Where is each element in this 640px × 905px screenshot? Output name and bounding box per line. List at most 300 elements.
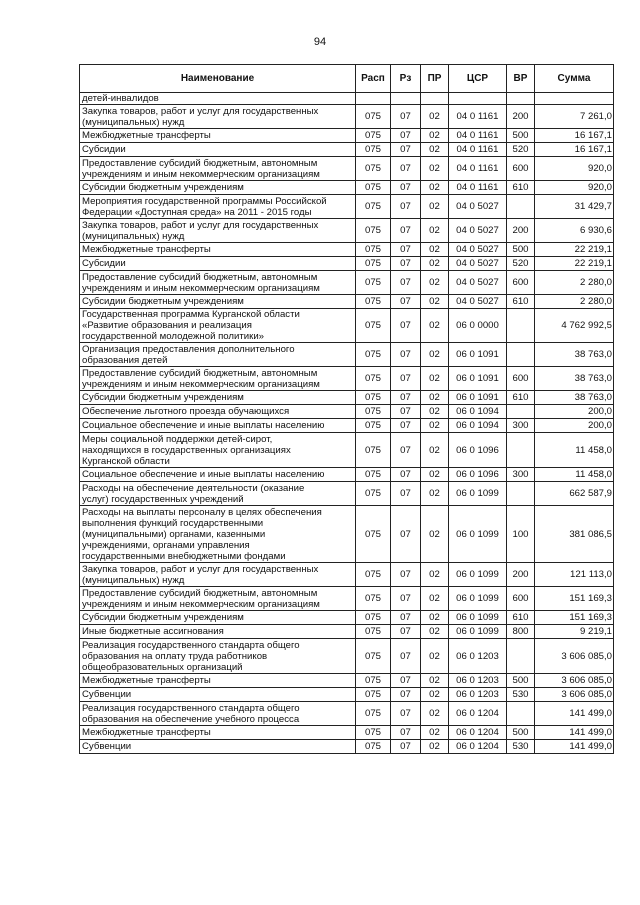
table-row <box>80 243 614 257</box>
cell-rasp: 075 <box>356 343 391 367</box>
cell-pr: 02 <box>421 468 449 482</box>
cell-vr: 500 <box>507 726 535 740</box>
row-name <box>80 506 356 563</box>
cell-pr: 02 <box>421 295 449 309</box>
table-row <box>80 257 614 271</box>
cell-csr: 04 0 1161 <box>449 157 507 181</box>
row-name-line: Закупка товаров, работ и услуг для государственных <box>82 105 319 117</box>
row-name-line: Реализация государственного стандарта общего <box>82 702 300 714</box>
table-row <box>80 105 614 129</box>
cell-pr: 02 <box>421 563 449 587</box>
cell-rz: 07 <box>391 243 421 257</box>
row-name-line: Межбюджетные трансферты <box>82 244 211 255</box>
cell-pr: 02 <box>421 157 449 181</box>
cell-csr: 06 0 1091 <box>449 391 507 405</box>
row-name-line: выполнения функций государственными <box>82 517 264 529</box>
cell-rz: 07 <box>391 195 421 219</box>
row-name <box>80 257 356 271</box>
cell-sum: 11 458,0 <box>535 468 614 482</box>
cell-csr: 06 0 1203 <box>449 674 507 688</box>
cell-rasp: 075 <box>356 625 391 639</box>
row-name <box>80 367 356 391</box>
cell-rz <box>391 93 421 105</box>
table-row <box>80 674 614 688</box>
cell-vr: 200 <box>507 563 535 587</box>
cell-rz: 07 <box>391 405 421 419</box>
cell-pr: 02 <box>421 419 449 433</box>
page-number: 94 <box>313 36 327 48</box>
cell-rz: 07 <box>391 587 421 611</box>
cell-rz: 07 <box>391 688 421 702</box>
header-pr: ПР <box>421 65 449 93</box>
row-name <box>80 674 356 688</box>
row-name <box>80 468 356 482</box>
cell-vr: 200 <box>507 105 535 129</box>
cell-vr: 610 <box>507 295 535 309</box>
cell-pr: 02 <box>421 482 449 506</box>
row-name-line: Предоставление субсидий бюджетным, автономным <box>82 271 318 283</box>
row-name <box>80 271 356 295</box>
row-name-line: учреждениям и иным некоммерческим организациям <box>82 598 320 610</box>
row-name-line: общеобразовательных организаций <box>82 661 243 673</box>
header-rz: Рз <box>391 65 421 93</box>
cell-sum: 7 261,0 <box>535 105 614 129</box>
row-name-line: детей-инвалидов <box>82 93 159 104</box>
cell-csr: 04 0 5027 <box>449 195 507 219</box>
cell-vr: 500 <box>507 129 535 143</box>
cell-pr: 02 <box>421 105 449 129</box>
row-name-line: Межбюджетные трансферты <box>82 130 211 141</box>
cell-csr: 06 0 1204 <box>449 740 507 754</box>
cell-sum: 662 587,9 <box>535 482 614 506</box>
cell-csr: 04 0 1161 <box>449 105 507 129</box>
cell-sum: 16 167,1 <box>535 143 614 157</box>
cell-rasp: 075 <box>356 405 391 419</box>
row-name <box>80 625 356 639</box>
cell-rasp: 075 <box>356 391 391 405</box>
cell-sum <box>535 93 614 105</box>
cell-csr: 06 0 1094 <box>449 419 507 433</box>
row-name-line: Предоставление субсидий бюджетным, автономным <box>82 587 318 599</box>
cell-sum: 3 606 085,0 <box>535 674 614 688</box>
table-row <box>80 219 614 243</box>
row-name <box>80 295 356 309</box>
cell-rasp: 075 <box>356 587 391 611</box>
table-row <box>80 611 614 625</box>
cell-vr: 520 <box>507 143 535 157</box>
row-name-line: (муниципальных) нужд <box>82 574 185 586</box>
row-name-line: учреждениями, органами управления <box>82 539 250 551</box>
cell-csr: 06 0 1204 <box>449 702 507 726</box>
cell-sum: 141 499,0 <box>535 726 614 740</box>
row-name-line: Расходы на обеспечение деятельности (оказание <box>82 482 305 494</box>
cell-csr: 06 0 1099 <box>449 563 507 587</box>
cell-vr: 530 <box>507 688 535 702</box>
cell-csr: 06 0 1203 <box>449 688 507 702</box>
cell-csr: 06 0 1099 <box>449 611 507 625</box>
row-name-line: услуг) государственных учреждений <box>82 493 244 505</box>
cell-vr <box>507 309 535 343</box>
row-name-line: (муниципальными) органами, казенными <box>82 528 266 540</box>
cell-pr <box>421 93 449 105</box>
cell-vr: 610 <box>507 391 535 405</box>
table-row <box>80 195 614 219</box>
table-row <box>80 639 614 674</box>
header-vr: ВР <box>507 65 535 93</box>
cell-pr: 02 <box>421 506 449 563</box>
row-name-line: Предоставление субсидий бюджетным, автономным <box>82 367 318 379</box>
cell-rz: 07 <box>391 726 421 740</box>
row-name <box>80 343 356 367</box>
table-row <box>80 702 614 726</box>
cell-pr: 02 <box>421 433 449 468</box>
table-row <box>80 506 614 563</box>
cell-sum: 4 762 992,5 <box>535 309 614 343</box>
row-name-line: государственными внебюджетными фондами <box>82 550 286 562</box>
cell-pr: 02 <box>421 611 449 625</box>
row-name-line: Субсидии бюджетным учреждениям <box>82 296 244 307</box>
row-name <box>80 433 356 468</box>
cell-vr: 530 <box>507 740 535 754</box>
header-row <box>80 65 614 93</box>
cell-vr <box>507 195 535 219</box>
cell-pr: 02 <box>421 271 449 295</box>
cell-pr: 02 <box>421 674 449 688</box>
cell-vr: 200 <box>507 219 535 243</box>
cell-rz: 07 <box>391 271 421 295</box>
cell-rasp: 075 <box>356 309 391 343</box>
cell-csr: 06 0 1099 <box>449 506 507 563</box>
cell-pr: 02 <box>421 639 449 674</box>
cell-csr: 04 0 5027 <box>449 295 507 309</box>
cell-rz: 07 <box>391 295 421 309</box>
cell-rasp: 075 <box>356 105 391 129</box>
cell-csr: 04 0 1161 <box>449 143 507 157</box>
cell-vr: 300 <box>507 468 535 482</box>
row-name-line: (муниципальных) нужд <box>82 230 185 242</box>
table-row <box>80 433 614 468</box>
row-name-line: образования детей <box>82 354 168 366</box>
cell-rasp: 075 <box>356 181 391 195</box>
cell-vr <box>507 93 535 105</box>
cell-vr: 500 <box>507 674 535 688</box>
row-name-line: Иные бюджетные ассигнования <box>82 626 224 637</box>
cell-sum: 151 169,3 <box>535 611 614 625</box>
cell-rasp: 075 <box>356 433 391 468</box>
cell-rasp: 075 <box>356 271 391 295</box>
cell-rasp: 075 <box>356 611 391 625</box>
header-csr: ЦСР <box>449 65 507 93</box>
table-row <box>80 419 614 433</box>
cell-pr: 02 <box>421 391 449 405</box>
cell-csr: 06 0 1096 <box>449 468 507 482</box>
cell-sum: 9 219,1 <box>535 625 614 639</box>
cell-rasp: 075 <box>356 674 391 688</box>
cell-rasp: 075 <box>356 482 391 506</box>
cell-rz: 07 <box>391 181 421 195</box>
cell-csr <box>449 93 507 105</box>
cell-vr <box>507 702 535 726</box>
cell-csr: 06 0 1094 <box>449 405 507 419</box>
cell-pr: 02 <box>421 243 449 257</box>
row-name-line: Закупка товаров, работ и услуг для государственных <box>82 219 319 231</box>
cell-csr: 06 0 1099 <box>449 482 507 506</box>
row-name-line: Субсидии бюджетным учреждениям <box>82 612 244 623</box>
row-name <box>80 157 356 181</box>
cell-vr: 600 <box>507 271 535 295</box>
table-body <box>80 93 614 754</box>
row-name-line: Организация предоставления дополнительного <box>82 343 295 355</box>
row-name-line: Субвенции <box>82 741 132 752</box>
cell-rasp: 075 <box>356 639 391 674</box>
cell-vr <box>507 482 535 506</box>
header-sum: Сумма <box>535 65 614 93</box>
cell-rz: 07 <box>391 433 421 468</box>
row-name-line: «Развитие образования и реализация <box>82 320 252 331</box>
cell-pr: 02 <box>421 405 449 419</box>
cell-rasp: 075 <box>356 129 391 143</box>
cell-sum: 141 499,0 <box>535 740 614 754</box>
cell-rz: 07 <box>391 367 421 391</box>
table-row <box>80 587 614 611</box>
cell-sum: 38 763,0 <box>535 391 614 405</box>
cell-pr: 02 <box>421 129 449 143</box>
cell-vr: 600 <box>507 157 535 181</box>
cell-sum: 2 280,0 <box>535 295 614 309</box>
cell-rz: 07 <box>391 105 421 129</box>
row-name <box>80 309 356 343</box>
cell-vr: 600 <box>507 367 535 391</box>
table-row <box>80 482 614 506</box>
cell-pr: 02 <box>421 309 449 343</box>
cell-vr: 300 <box>507 419 535 433</box>
table-row <box>80 129 614 143</box>
cell-pr: 02 <box>421 219 449 243</box>
cell-rz: 07 <box>391 257 421 271</box>
cell-sum: 3 606 085,0 <box>535 639 614 674</box>
cell-csr: 04 0 5027 <box>449 257 507 271</box>
cell-sum: 6 930,6 <box>535 219 614 243</box>
row-name <box>80 419 356 433</box>
cell-sum: 121 113,0 <box>535 563 614 587</box>
row-name-line: Социальное обеспечение и иные выплаты населению <box>82 469 325 480</box>
cell-rz: 07 <box>391 563 421 587</box>
row-name <box>80 143 356 157</box>
row-name-line: Социальное обеспечение и иные выплаты населению <box>82 420 325 431</box>
row-name-line: Субсидии бюджетным учреждениям <box>82 392 244 403</box>
row-name-line: учреждениям и иным некоммерческим организациям <box>82 168 320 180</box>
cell-sum: 141 499,0 <box>535 702 614 726</box>
table-row <box>80 309 614 343</box>
row-name <box>80 639 356 674</box>
table-row <box>80 563 614 587</box>
cell-rz: 07 <box>391 625 421 639</box>
cell-pr: 02 <box>421 587 449 611</box>
row-name-line: Субвенции <box>82 689 132 700</box>
cell-pr: 02 <box>421 257 449 271</box>
row-name-line: Субсидии бюджетным учреждениям <box>82 182 244 193</box>
row-name-line: Мероприятия государственной программы Российской <box>82 195 327 207</box>
row-name <box>80 482 356 506</box>
cell-pr: 02 <box>421 702 449 726</box>
cell-rasp: 075 <box>356 243 391 257</box>
cell-rz: 07 <box>391 674 421 688</box>
cell-rz: 07 <box>391 611 421 625</box>
cell-sum: 31 429,7 <box>535 195 614 219</box>
cell-sum: 920,0 <box>535 157 614 181</box>
cell-pr: 02 <box>421 688 449 702</box>
row-name <box>80 702 356 726</box>
cell-rasp: 075 <box>356 195 391 219</box>
cell-rasp: 075 <box>356 367 391 391</box>
row-name-line: Обеспечение льготного проезда обучающихся <box>82 406 290 417</box>
cell-rasp: 075 <box>356 688 391 702</box>
cell-csr: 06 0 1099 <box>449 625 507 639</box>
cell-rasp <box>356 93 391 105</box>
row-name-line: (муниципальных) нужд <box>82 116 185 128</box>
cell-rz: 07 <box>391 343 421 367</box>
table-row <box>80 468 614 482</box>
cell-vr: 600 <box>507 587 535 611</box>
cell-rasp: 075 <box>356 295 391 309</box>
cell-rz: 07 <box>391 157 421 181</box>
row-name <box>80 688 356 702</box>
cell-csr: 04 0 1161 <box>449 129 507 143</box>
row-name <box>80 243 356 257</box>
cell-csr: 06 0 1099 <box>449 587 507 611</box>
table-row <box>80 625 614 639</box>
row-name-line: Меры социальной поддержки детей-сирот, <box>82 433 273 445</box>
cell-pr: 02 <box>421 143 449 157</box>
cell-pr: 02 <box>421 195 449 219</box>
cell-rz: 07 <box>391 391 421 405</box>
cell-sum: 3 606 085,0 <box>535 688 614 702</box>
row-name <box>80 219 356 243</box>
cell-sum: 11 458,0 <box>535 433 614 468</box>
cell-vr <box>507 343 535 367</box>
table-row <box>80 688 614 702</box>
cell-rz: 07 <box>391 506 421 563</box>
cell-vr <box>507 433 535 468</box>
row-name <box>80 587 356 611</box>
row-name-line: Закупка товаров, работ и услуг для государственных <box>82 563 319 575</box>
row-name <box>80 105 356 129</box>
table-row <box>80 367 614 391</box>
cell-pr: 02 <box>421 726 449 740</box>
cell-rz: 07 <box>391 639 421 674</box>
cell-pr: 02 <box>421 367 449 391</box>
cell-csr: 06 0 1091 <box>449 367 507 391</box>
cell-sum: 200,0 <box>535 419 614 433</box>
cell-vr: 500 <box>507 243 535 257</box>
cell-rz: 07 <box>391 482 421 506</box>
cell-rasp: 075 <box>356 419 391 433</box>
row-name <box>80 181 356 195</box>
cell-rz: 07 <box>391 419 421 433</box>
cell-csr: 06 0 1096 <box>449 433 507 468</box>
cell-sum: 22 219,1 <box>535 257 614 271</box>
cell-csr: 06 0 1091 <box>449 343 507 367</box>
row-name-line: Государственная программа Курганской области <box>82 309 300 320</box>
cell-rz: 07 <box>391 143 421 157</box>
cell-pr: 02 <box>421 343 449 367</box>
cell-rasp: 075 <box>356 740 391 754</box>
table-row <box>80 157 614 181</box>
row-name <box>80 405 356 419</box>
row-name <box>80 740 356 754</box>
header-rasp: Расп <box>356 65 391 93</box>
table-row <box>80 343 614 367</box>
table-row <box>80 740 614 754</box>
row-name-line: учреждениям и иным некоммерческим организациям <box>82 378 320 390</box>
cell-vr <box>507 405 535 419</box>
budget-table <box>79 64 614 754</box>
row-name <box>80 391 356 405</box>
row-name <box>80 726 356 740</box>
cell-vr: 610 <box>507 611 535 625</box>
table-row <box>80 143 614 157</box>
cell-rz: 07 <box>391 702 421 726</box>
cell-rasp: 075 <box>356 702 391 726</box>
cell-pr: 02 <box>421 625 449 639</box>
cell-sum: 2 280,0 <box>535 271 614 295</box>
cell-sum: 22 219,1 <box>535 243 614 257</box>
cell-csr: 04 0 5027 <box>449 271 507 295</box>
row-name <box>80 563 356 587</box>
cell-rz: 07 <box>391 309 421 343</box>
cell-rasp: 075 <box>356 219 391 243</box>
cell-sum: 200,0 <box>535 405 614 419</box>
cell-csr: 04 0 5027 <box>449 219 507 243</box>
cell-rz: 07 <box>391 219 421 243</box>
cell-rz: 07 <box>391 740 421 754</box>
table-row <box>80 181 614 195</box>
table-row <box>80 726 614 740</box>
cell-sum: 16 167,1 <box>535 129 614 143</box>
cell-rasp: 075 <box>356 506 391 563</box>
cell-rasp: 075 <box>356 563 391 587</box>
cell-sum: 38 763,0 <box>535 367 614 391</box>
cell-vr <box>507 639 535 674</box>
row-name-line: Предоставление субсидий бюджетным, автономным <box>82 157 318 169</box>
cell-csr: 04 0 1161 <box>449 181 507 195</box>
row-name-line: находящихся в государственных организациях <box>82 444 291 456</box>
cell-sum: 381 086,5 <box>535 506 614 563</box>
cell-csr: 04 0 5027 <box>449 243 507 257</box>
cell-vr: 100 <box>507 506 535 563</box>
cell-rasp: 075 <box>356 468 391 482</box>
table-row <box>80 391 614 405</box>
row-name <box>80 611 356 625</box>
row-name-line: образования на обеспечение учебного процесса <box>82 713 300 725</box>
row-name-line: Расходы на выплаты персоналу в целях обеспечения <box>82 506 322 518</box>
cell-rasp: 075 <box>356 143 391 157</box>
cell-pr: 02 <box>421 740 449 754</box>
cell-pr: 02 <box>421 181 449 195</box>
table-row <box>80 405 614 419</box>
row-name <box>80 195 356 219</box>
cell-rasp: 075 <box>356 726 391 740</box>
cell-vr: 520 <box>507 257 535 271</box>
cell-rasp: 075 <box>356 257 391 271</box>
cell-sum: 38 763,0 <box>535 343 614 367</box>
cell-csr: 06 0 1203 <box>449 639 507 674</box>
cell-csr: 06 0 1204 <box>449 726 507 740</box>
cell-csr: 06 0 0000 <box>449 309 507 343</box>
cell-vr: 610 <box>507 181 535 195</box>
row-name <box>80 129 356 143</box>
row-name-line: Субсидии <box>82 144 126 155</box>
